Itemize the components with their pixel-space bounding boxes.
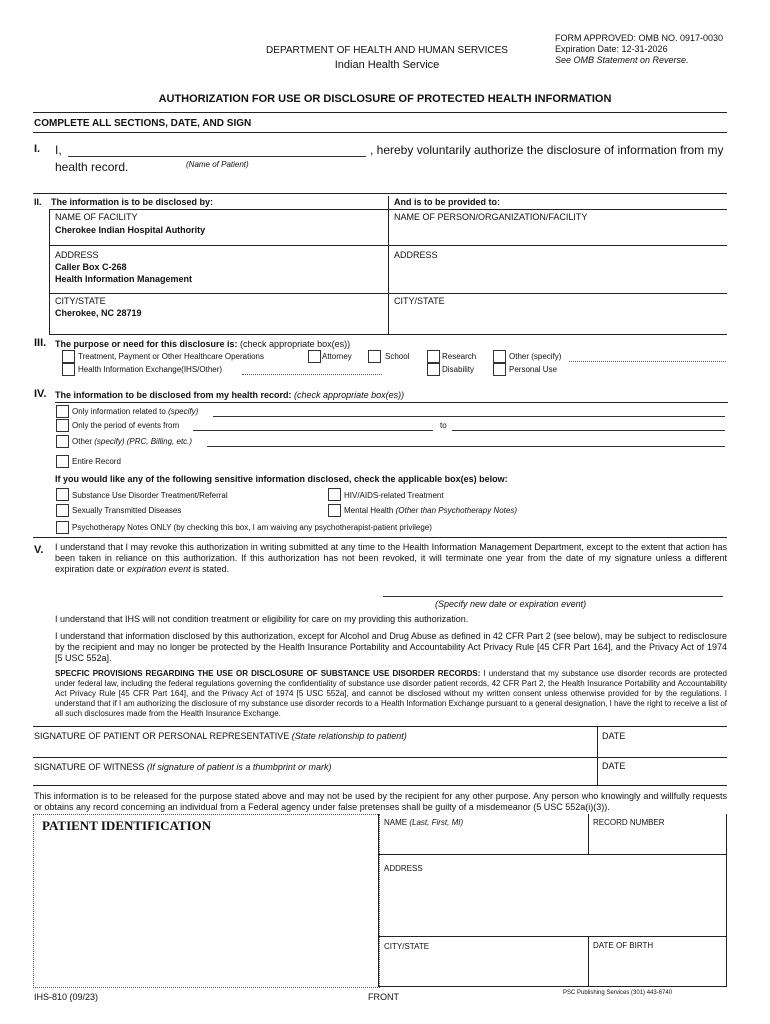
divider <box>55 402 728 403</box>
grid-line <box>49 293 727 294</box>
purpose-personal-checkbox[interactable] <box>493 363 506 376</box>
witness-date-field[interactable] <box>600 772 725 785</box>
section-3-title: The purpose or need for this disclosure is: <box>55 339 238 349</box>
city-state-label: CITY/STATE <box>55 296 106 306</box>
divider <box>33 726 727 727</box>
grid-line <box>49 209 727 210</box>
sensitive-std-checkbox[interactable] <box>56 504 69 517</box>
purpose-attorney-checkbox[interactable] <box>308 350 321 363</box>
purpose-tpo-label: Treatment, Payment or Other Healthcare Operations <box>78 352 265 361</box>
section-1-text: , hereby voluntarily authorize the disclosure of information from my <box>370 143 724 157</box>
recipient-city-field[interactable] <box>390 307 725 332</box>
divider <box>33 785 727 786</box>
agency-name: Indian Health Service <box>334 59 440 71</box>
recipient-name-field[interactable] <box>390 223 725 243</box>
divider <box>33 537 727 538</box>
patient-signature-hint: (State relationship to patient) <box>291 731 407 741</box>
purpose-hie-input[interactable] <box>242 374 382 375</box>
info-related-checkbox[interactable] <box>56 405 69 418</box>
pid-record-label: RECORD NUMBER <box>593 818 665 827</box>
release-statement: This information is to be released for the purpose stated above and may not be used by the recipient for any other purpose. Any person who knowingly and willfully requests or obtains any record concerning an individual from a Federal agency under false pretenses shall be guilty of a misdemeanor (5 USC 552a(i)(3)). <box>34 791 727 812</box>
section-2-number: II. <box>34 197 42 207</box>
sud-paragraph <box>55 669 727 719</box>
grid-line <box>49 245 727 246</box>
patient-signature-label: SIGNATURE OF PATIENT OR PERSONAL REPRESENTATIVE <box>34 731 290 741</box>
info-related-input[interactable] <box>213 416 725 417</box>
purpose-hie-label: Health Information Exchange(IHS/Other) <box>78 365 223 374</box>
section-1-text-line2: health record. <box>55 160 129 174</box>
witness-signature-label-wrap <box>34 762 331 772</box>
divider <box>33 132 727 133</box>
patient-name-caption: (Name of Patient) <box>186 160 249 169</box>
patient-signature-label-wrap <box>34 731 407 741</box>
grid-line <box>726 814 727 986</box>
purpose-attorney-label: Attorney <box>322 352 352 361</box>
purpose-other-label: Other (specify) <box>509 352 562 361</box>
period-to-label: to <box>440 421 447 430</box>
info-other-label-wrap <box>72 437 192 446</box>
grid-line <box>378 814 379 986</box>
sensitive-psych-checkbox[interactable] <box>56 521 69 534</box>
sensitive-hiv-label: HIV/AIDS-related Treatment <box>344 491 444 500</box>
pid-name-hint: (Last, First, MI) <box>409 818 464 827</box>
section-4-number: IV. <box>34 388 47 400</box>
section-2-left-title: The information is to be disclosed by: <box>51 197 214 207</box>
sud-heading: SPECFIC PROVISIONS REGARDING THE USE OR DISCLOSURE OF SUBSTANCE USE DISORDER RECORDS: <box>55 669 481 678</box>
divider <box>33 757 727 758</box>
pid-name-label-wrap <box>384 818 463 827</box>
section-3-hint: (check appropriate box(es)) <box>240 339 351 349</box>
period-to-input[interactable] <box>452 430 725 431</box>
info-other-checkbox[interactable] <box>56 435 69 448</box>
complete-all-instruction: COMPLETE ALL SECTIONS, DATE, AND SIGN <box>34 118 252 129</box>
section-1-number: I. <box>34 143 41 155</box>
revocation-paragraph <box>55 542 727 575</box>
info-period-label: Only the period of events from <box>72 421 180 430</box>
section-5-number: V. <box>34 544 44 556</box>
purpose-research-label: Research <box>442 352 477 361</box>
pid-address-label: ADDRESS <box>384 864 423 873</box>
info-related-hint: (specify) <box>168 407 199 416</box>
grid-line <box>378 986 727 987</box>
patient-name-input[interactable] <box>68 156 366 157</box>
witness-signature-field[interactable] <box>34 772 594 785</box>
sensitive-hiv-checkbox[interactable] <box>328 488 341 501</box>
recipient-address-label: ADDRESS <box>394 250 438 260</box>
purpose-other-input[interactable] <box>569 361 726 362</box>
purpose-disability-checkbox[interactable] <box>427 363 440 376</box>
department-name: DEPARTMENT OF HEALTH AND HUMAN SERVICES <box>266 45 508 56</box>
grid-line <box>597 726 598 785</box>
address-label: ADDRESS <box>55 250 99 260</box>
period-from-input[interactable] <box>193 430 433 431</box>
form-title: AUTHORIZATION FOR USE OR DISCLOSURE OF PROTECTED HEALTH INFORMATION <box>158 93 612 105</box>
recipient-city-label: CITY/STATE <box>394 296 445 306</box>
expiration-date: Expiration Date: 12-31-2026 <box>555 44 668 54</box>
revocation-text: I understand that I may revoke this authorization in writing submitted at any time to the Health Information Management Department, except to the extent that action has been taken in reliance on this authorization. If this authorization has not been revoked, it will terminate one year from the date of my signature unless a different expiration date or <box>55 542 727 574</box>
sensitive-sud-label: Substance Use Disorder Treatment/Referral <box>72 491 228 500</box>
witness-signature-hint: (If signature of patient is a thumbprint or mark) <box>146 762 332 772</box>
grid-line <box>588 814 589 854</box>
condition-paragraph: I understand that IHS will not condition treatment or eligibility for care on my providing this authorization. <box>55 614 469 624</box>
page-side: FRONT <box>368 992 399 1002</box>
witness-date-label: DATE <box>602 761 626 771</box>
section-4-title-wrap <box>55 390 404 400</box>
patient-signature-field[interactable] <box>34 742 594 757</box>
purpose-research-checkbox[interactable] <box>427 350 440 363</box>
pid-name-field[interactable] <box>380 830 586 852</box>
city-state-value: Cherokee, NC 28719 <box>55 308 142 318</box>
pid-dob-field[interactable] <box>590 954 724 984</box>
pid-record-field[interactable] <box>590 830 724 852</box>
grid-line <box>378 936 727 937</box>
purpose-disability-label: Disability <box>442 365 475 374</box>
publisher: PSC Publishing Services (301) 443-6740 <box>563 990 673 996</box>
section-4-hint: (check appropriate box(es)) <box>294 390 405 400</box>
info-other-input[interactable] <box>207 446 725 447</box>
pid-name-label: NAME <box>384 818 408 827</box>
recipient-address-field[interactable] <box>390 261 725 291</box>
section-3-number: III. <box>34 337 47 349</box>
grid-line <box>49 209 50 334</box>
info-other-label: Other <box>72 437 93 446</box>
pid-dob-label: DATE OF BIRTH <box>593 941 654 950</box>
pid-address-field[interactable] <box>380 876 724 934</box>
omb-note: See OMB Statement on Reverse. <box>555 55 689 65</box>
purpose-hie-checkbox[interactable] <box>62 363 75 376</box>
section-3-title-wrap <box>55 339 350 349</box>
facility-value: Cherokee Indian Hospital Authority <box>55 225 206 235</box>
sensitive-title: If you would like any of the following sensitive information disclosed, check the applicable box(es) below: <box>55 474 508 484</box>
grid-line <box>49 334 727 335</box>
sensitive-std-label: Sexually Transmitted Diseases <box>72 506 182 515</box>
info-entire-checkbox[interactable] <box>56 455 69 468</box>
grid-line <box>378 854 727 855</box>
section-2-right-title: And is to be provided to: <box>394 197 500 207</box>
sensitive-mental-hint: (Other than Psychotherapy Notes) <box>395 506 517 515</box>
section-1-intro: I, <box>55 143 62 157</box>
purpose-school-checkbox[interactable] <box>368 350 381 363</box>
sensitive-psych-label: Psychotherapy Notes ONLY (by checking this box, I am waiving any psychotherapist-patient privilege) <box>72 523 432 532</box>
divider <box>33 112 727 113</box>
purpose-school-label: School <box>385 352 410 361</box>
purpose-personal-label: Personal Use <box>509 365 558 374</box>
patient-identification-title: PATIENT IDENTIFICATION <box>42 818 212 833</box>
expiration-input[interactable] <box>383 596 723 597</box>
grid-line <box>388 196 389 334</box>
info-period-checkbox[interactable] <box>56 419 69 432</box>
patient-date-field[interactable] <box>600 742 725 757</box>
redisclosure-paragraph: I understand that information disclosed by this authorization, except for Alcohol and Drug Abuse as defined in 42 CFR Part 2 (see below), may be subject to redisclosure by the recipient and may no longer be protected by the Health Insurance Portability and Accountability Act Privacy Rule [45 CFR Part 164], and the Privacy Act of 1974 [5 USC 552a]. <box>55 631 727 663</box>
divider <box>33 193 727 194</box>
address-line-2: Health Information Management <box>55 274 193 284</box>
pid-city-label: CITY/STATE <box>384 942 430 951</box>
form-number: IHS-810 (09/23) <box>34 992 99 1002</box>
sensitive-mental-label-wrap <box>344 506 517 515</box>
sensitive-mental-label: Mental Health <box>344 506 394 515</box>
facility-label: NAME OF FACILITY <box>55 212 138 222</box>
info-entire-label: Entire Record <box>72 457 121 466</box>
patient-date-label: DATE <box>602 731 626 741</box>
sud-text: I understand that my substance use disorder records are protected under federal law, including the federal regulations governing the confidentiality of substance use disorder patient records, 42 CFR Part 2, the Health Insurance Portability and Accountability Act Privacy Rule [45 CFR Part 164], and the Privacy Act of 1974 [5 USC 552a], and cannot be disclosed without my written consent unless otherwise provided for by the regulations. I understand that if I am authorizing the disclosure of my substance use disorder records to a Health Information Exchange pursuant to a general designation, I have the right to receive a list of all such disclosures made from the Health Insurance Exchange. <box>55 669 727 718</box>
expiration-caption: (Specify new date or expiration event) <box>435 599 587 609</box>
address-line-1: Caller Box C-268 <box>55 262 127 272</box>
info-other-hint: (specify) (PRC, Billing, etc.) <box>94 437 193 446</box>
grid-line <box>588 936 589 986</box>
pid-city-field[interactable] <box>380 954 586 984</box>
purpose-tpo-checkbox[interactable] <box>62 350 75 363</box>
purpose-other-checkbox[interactable] <box>493 350 506 363</box>
info-related-label: Only information related to <box>72 407 166 416</box>
section-4-title: The information to be disclosed from my health record: <box>55 390 292 400</box>
sensitive-mental-checkbox[interactable] <box>328 504 341 517</box>
info-related-label-wrap <box>72 407 198 416</box>
revocation-text-end: is stated. <box>193 564 230 574</box>
omb-approval: FORM APPROVED: OMB NO. 0917-0030 <box>555 33 724 43</box>
recipient-name-label: NAME OF PERSON/ORGANIZATION/FACILITY <box>394 212 588 222</box>
revocation-italic: expiration event <box>127 564 191 574</box>
patient-identification-area <box>33 814 380 988</box>
witness-signature-label: SIGNATURE OF WITNESS <box>34 762 145 772</box>
sensitive-sud-checkbox[interactable] <box>56 488 69 501</box>
